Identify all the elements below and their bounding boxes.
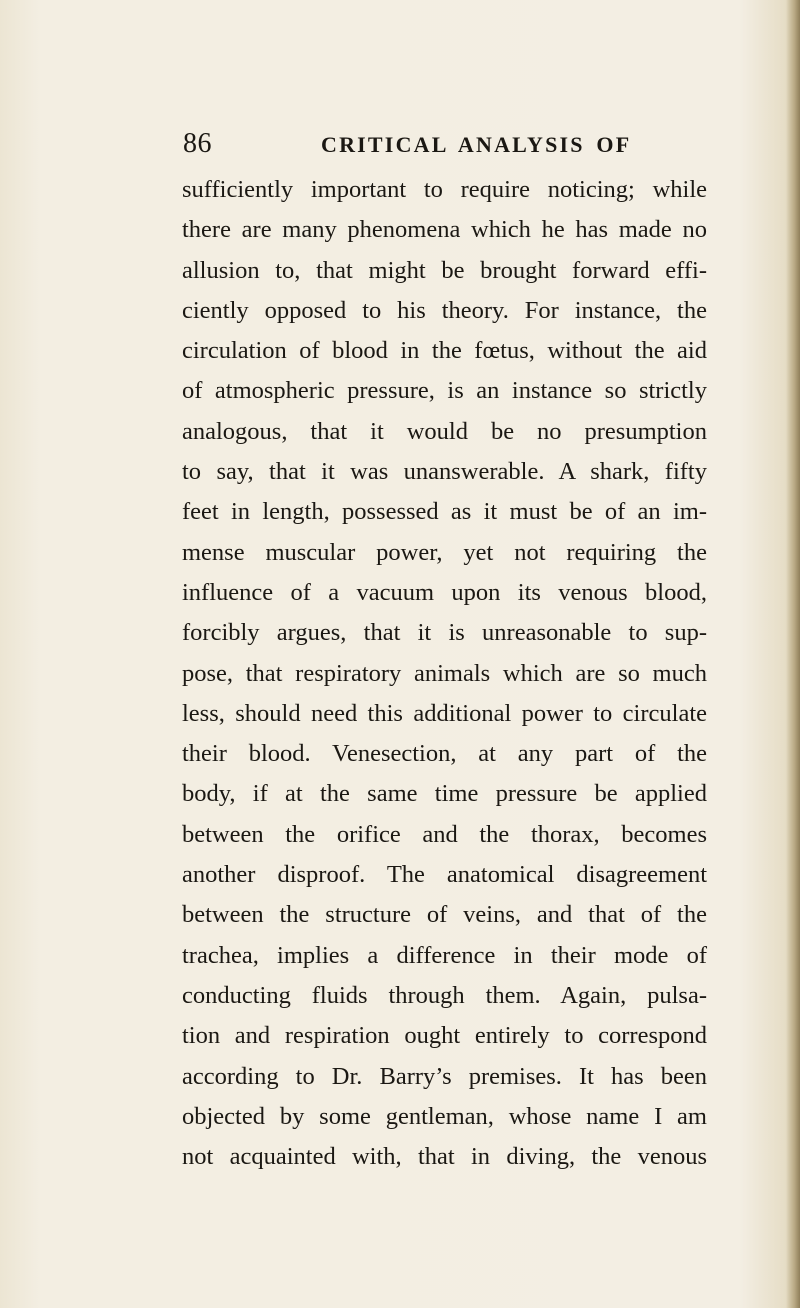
- text-line: between the structure of veins, and that of the: [182, 901, 707, 929]
- text-line: less, should need this additional power to circulate: [182, 699, 707, 727]
- text-line: their blood. Venesection, at any part of the: [182, 740, 707, 768]
- text-line: forcibly argues, that it is unreasonable to sup-: [182, 619, 707, 647]
- text-line: ciently opposed to his theory. For instance, the: [182, 296, 707, 324]
- text-line: analogous, that it would be no presumption: [182, 417, 707, 445]
- page-number: 86: [183, 128, 212, 159]
- text-line: to say, that it was unanswerable. A shark, fifty: [182, 458, 707, 486]
- text-line: conducting fluids through them. Again, pulsa-: [182, 981, 707, 1009]
- text-line: between the orifice and the thorax, becomes: [182, 820, 707, 848]
- text-line: circulation of blood in the fœtus, without the aid: [182, 337, 707, 365]
- text-line: feet in length, possessed as it must be of an im-: [182, 498, 707, 526]
- text-line: there are many phenomena which he has made no: [182, 216, 707, 244]
- text-line: allusion to, that might be brought forward effi-: [182, 256, 707, 284]
- text-line: tion and respiration ought entirely to correspond: [182, 1022, 707, 1050]
- text-line: objected by some gentleman, whose name I am: [182, 1102, 707, 1130]
- text-line: mense muscular power, yet not requiring the: [182, 538, 707, 566]
- running-title: CRITICAL ANALYSIS OF: [321, 132, 632, 157]
- text-line: of atmospheric pressure, is an instance so strictly: [182, 377, 707, 405]
- page-edge-shadow: [786, 0, 800, 1308]
- text-line: sufficiently important to require noticing; while: [182, 176, 707, 203]
- text-line: another disproof. The anatomical disagreement: [182, 861, 707, 889]
- text-line: body, if at the same time pressure be applied: [182, 780, 707, 808]
- text-line: influence of a vacuum upon its venous blood,: [182, 578, 707, 606]
- text-line: according to Dr. Barry’s premises. It has been: [182, 1062, 707, 1090]
- running-head: [183, 128, 703, 168]
- text-line: not acquainted with, that in diving, the venous: [182, 1143, 707, 1171]
- text-line: trachea, implies a difference in their mode of: [182, 941, 707, 969]
- text-line: pose, that respiratory animals which are so much: [182, 659, 707, 687]
- body-text: [182, 170, 707, 1177]
